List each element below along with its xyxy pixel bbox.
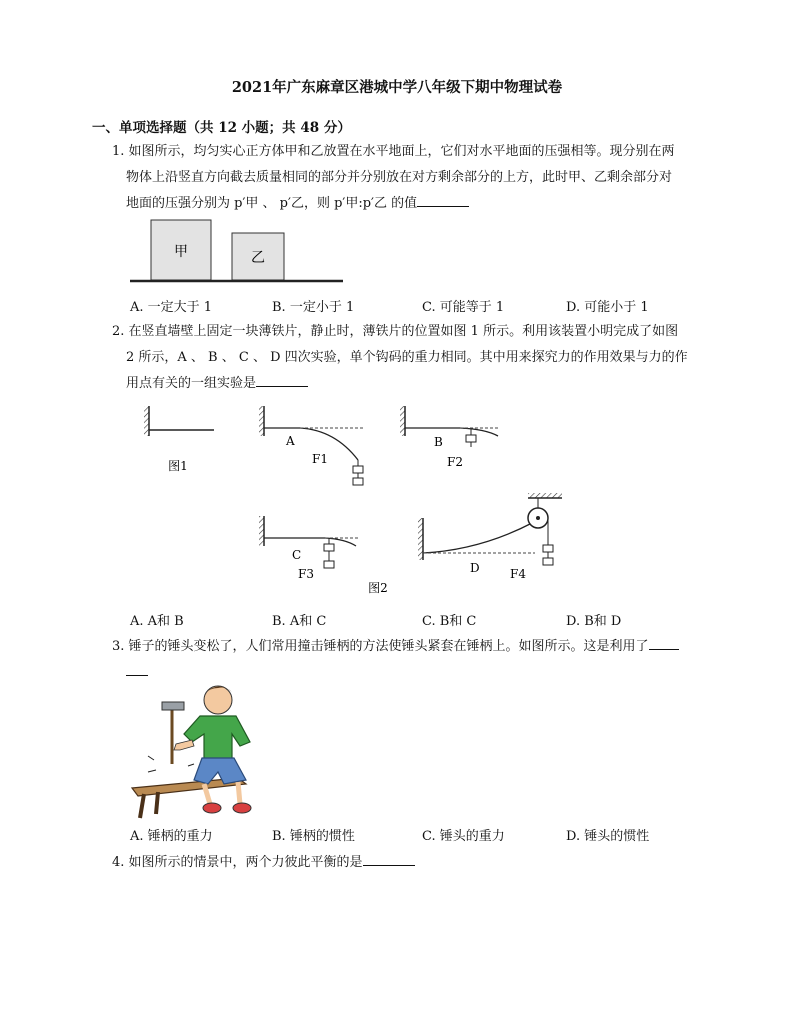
force-f1: F1	[312, 452, 328, 466]
experiment-a	[259, 406, 365, 485]
q3-option-d[interactable]: D. 锤头的惯性	[566, 829, 650, 844]
q1-option-b[interactable]: B. 一定小于 1	[272, 300, 355, 315]
question-4-text	[112, 850, 737, 876]
q2-options	[130, 610, 750, 630]
answer-blank[interactable]	[417, 192, 469, 207]
label-c: C	[292, 548, 302, 562]
q1-line1: 1. 如图所示，均匀实心正方体甲和乙放置在水平地面上，它们对水平地面的压强相等。现分别在两	[112, 144, 675, 159]
q1-option-c[interactable]: C. 可能等于 1	[422, 300, 505, 315]
q3-line1: 3. 锤子的锤头变松了，人们常用撞击锤柄的方法使锤头紧套在锤柄上。如图所示。这是利用了	[112, 639, 649, 654]
hammer-head	[162, 702, 184, 710]
shoe-left	[203, 803, 221, 813]
q3-option-b[interactable]: B. 锤柄的惯性	[272, 829, 355, 844]
question-1-text	[112, 139, 737, 217]
q2-option-a[interactable]: A. A和 B	[130, 614, 184, 629]
force-f2: F2	[447, 455, 463, 469]
q3-figure-man-hammer	[128, 680, 278, 820]
answer-blank[interactable]	[256, 372, 308, 387]
answer-blank-continued[interactable]	[126, 661, 148, 676]
q2-option-c[interactable]: C. B和 C	[422, 614, 477, 629]
experiment-d	[418, 518, 535, 581]
block-jia-label: 甲	[174, 244, 188, 260]
q2-line1: 2. 在竖直墙壁上固定一块薄铁片，静止时，薄铁片的位置如图 1 所示。利用该装置小明完成了如图	[112, 324, 679, 339]
q1-option-a[interactable]: A. 一定大于 1	[130, 300, 213, 315]
shoe-right	[233, 803, 251, 813]
q2-figure-experiments	[140, 398, 540, 598]
answer-blank[interactable]	[649, 635, 679, 650]
experiment-b	[400, 406, 500, 469]
pulley-assembly	[520, 490, 570, 580]
answer-blank[interactable]	[363, 851, 415, 866]
q2-line2: 2 所示，A 、 B 、 C 、 D 四次实验，单个钩码的重力相同。其中用来探究力的作用效果与力的作	[126, 350, 688, 365]
label-b: B	[434, 435, 443, 449]
q2-option-d[interactable]: D. B和 D	[566, 614, 622, 629]
man-head	[204, 686, 232, 714]
label-a: A	[286, 434, 295, 448]
page-title: 2021年广东麻章区港城中学八年级下期中物理试卷	[231, 79, 563, 96]
force-f4: F4	[510, 567, 526, 581]
experiment-c	[259, 516, 358, 581]
q3-options	[130, 825, 750, 845]
fig1-caption: 图1	[168, 459, 188, 473]
question-3-text	[112, 634, 737, 686]
section-heading: 一、单项选择题（共 12 小题；共 48 分）	[92, 120, 351, 136]
label-d: D	[470, 561, 480, 575]
q1-option-d[interactable]: D. 可能小于 1	[566, 300, 649, 315]
block-yi-label: 乙	[251, 250, 265, 266]
q1-figure-blocks	[128, 214, 348, 286]
q2-option-b[interactable]: B. A和 C	[272, 614, 327, 629]
fig1-flat-strip	[144, 406, 214, 473]
q4-line1: 4. 如图所示的情景中，两个力彼此平衡的是	[112, 855, 363, 870]
q1-line2: 物体上沿竖直方向截去质量相同的部分并分别放在对方剩余部分的上方，此时甲、乙剩余部分对	[126, 170, 673, 185]
q1-options	[130, 296, 750, 316]
q3-option-a[interactable]: A. 锤柄的重力	[130, 829, 213, 844]
q3-option-c[interactable]: C. 锤头的重力	[422, 829, 505, 844]
fig2-caption: 图2	[368, 581, 388, 595]
man-shirt	[184, 716, 250, 760]
q2-line3: 用点有关的一组实验是	[112, 371, 737, 397]
force-f3: F3	[298, 567, 314, 581]
q1-line3: 地面的压强分别为 p′甲 、 p′乙，则 p′甲:p′乙 的值	[112, 191, 737, 217]
question-2-text	[112, 319, 737, 397]
